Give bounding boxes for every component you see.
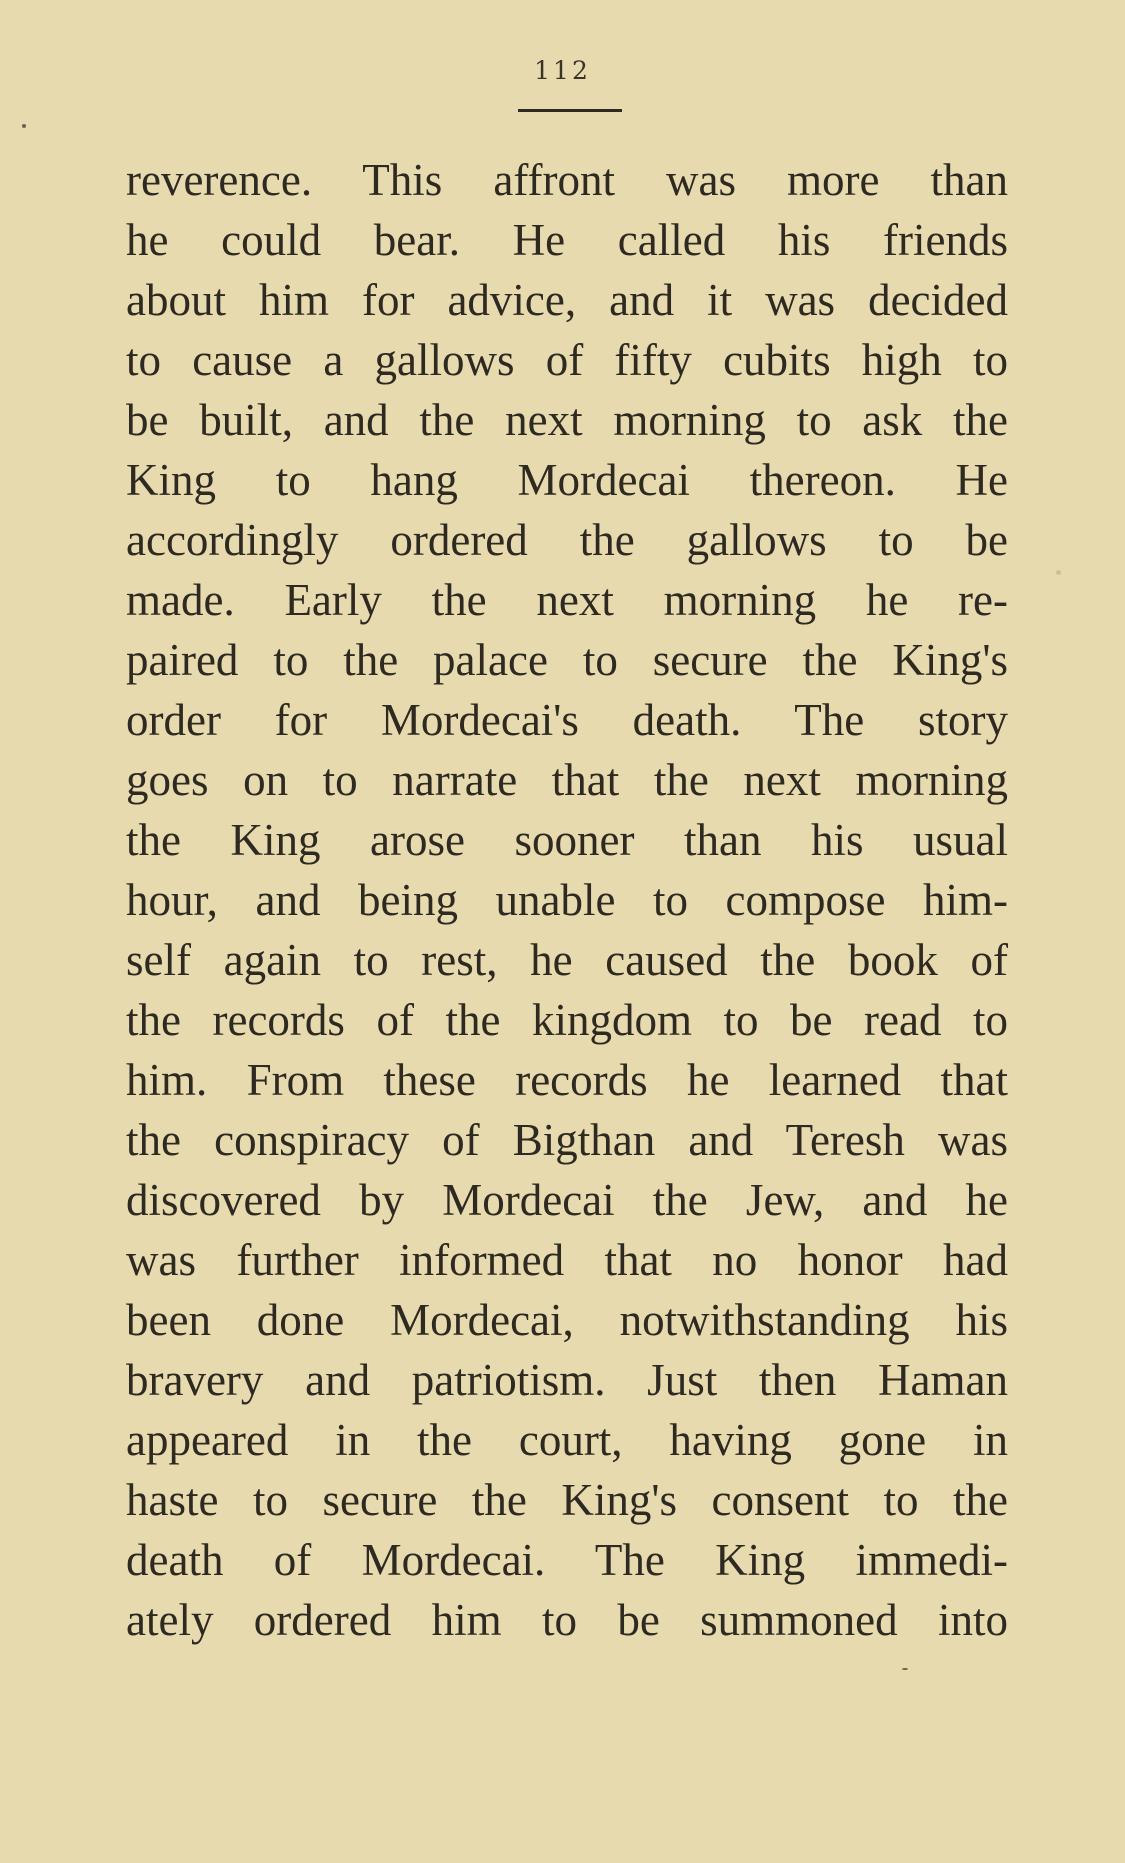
text-line: about him for advice, and it was decided bbox=[126, 275, 1008, 325]
text-line: order for Mordecai's death. The story bbox=[126, 695, 1008, 745]
body-text bbox=[126, 150, 1008, 1650]
text-line: been done Mordecai, notwithstanding his bbox=[126, 1295, 1008, 1345]
text-line: bravery and patriotism. Just then Haman bbox=[126, 1355, 1008, 1405]
text-line: hour, and being unable to compose him- bbox=[126, 875, 1008, 925]
text-line: the King arose sooner than his usual bbox=[126, 815, 1008, 865]
text-line: the records of the kingdom to be read to bbox=[126, 995, 1008, 1045]
text-line: made. Early the next morning he re- bbox=[126, 575, 1008, 625]
paper-speck bbox=[22, 124, 26, 128]
text-line: him. From these records he learned that bbox=[126, 1055, 1008, 1105]
text-line: discovered by Mordecai the Jew, and he bbox=[126, 1175, 1008, 1225]
text-line: be built, and the next morning to ask the bbox=[126, 395, 1008, 445]
text-line: paired to the palace to secure the King's bbox=[126, 635, 1008, 685]
text-line: haste to secure the King's consent to the bbox=[126, 1475, 1008, 1525]
text-line: appeared in the court, having gone in bbox=[126, 1415, 1008, 1465]
text-line: goes on to narrate that the next morning bbox=[126, 755, 1008, 805]
text-line: death of Mordecai. The King immedi- bbox=[126, 1535, 1008, 1585]
text-line: he could bear. He called his friends bbox=[126, 215, 1008, 265]
text-line: accordingly ordered the gallows to be bbox=[126, 515, 1008, 565]
text-line: was further informed that no honor had bbox=[126, 1235, 1008, 1285]
page-number: 112 bbox=[534, 56, 591, 85]
header-rule bbox=[518, 109, 622, 112]
text-line: King to hang Mordecai thereon. He bbox=[126, 455, 1008, 505]
text-line: the conspiracy of Bigthan and Teresh was bbox=[126, 1115, 1008, 1165]
paper-speck bbox=[1056, 570, 1061, 575]
text-line: to cause a gallows of fifty cubits high to bbox=[126, 335, 1008, 385]
text-line: self again to rest, he caused the book of bbox=[126, 935, 1008, 985]
text-line: reverence. This affront was more than bbox=[126, 155, 1008, 205]
paper-speck bbox=[902, 1668, 908, 1670]
text-line: ately ordered him to be summoned into bbox=[126, 1595, 1008, 1645]
